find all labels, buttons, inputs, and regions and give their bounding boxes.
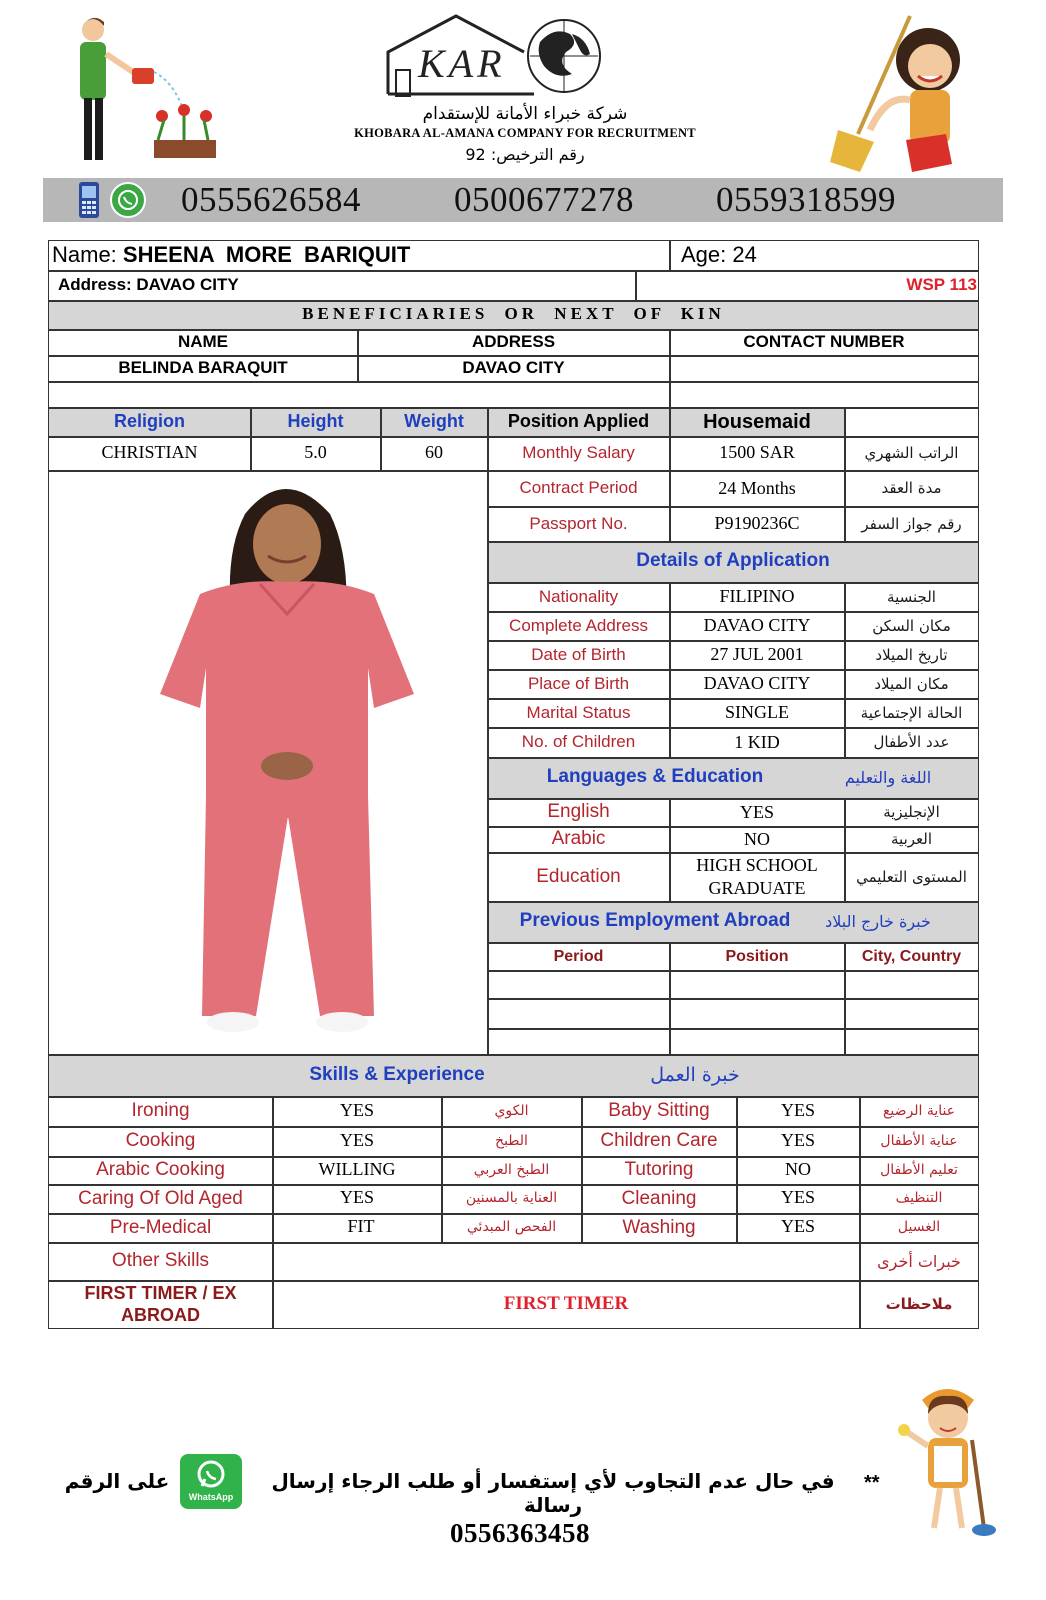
- skill-cleaning-label: Cleaning: [621, 1187, 697, 1209]
- skill-babysitting-label: Baby Sitting: [608, 1100, 710, 1122]
- skills-title: Skills & Experience: [309, 1064, 485, 1086]
- contract-period-value: 24 Months: [718, 477, 796, 498]
- skill-childrencare-ar: عناية الأطفال: [880, 1132, 958, 1149]
- applicant-address: Address: DAVAO CITY: [58, 274, 239, 294]
- marital-status-label: Marital Status: [526, 702, 631, 722]
- complete-address-label: Complete Address: [509, 615, 648, 635]
- arabic-label: Arabic: [551, 828, 606, 850]
- mobile-phone-icon: [77, 180, 101, 220]
- applicant-name-row: [52, 240, 410, 270]
- skill-babysitting-ar: عناية الرضيع: [882, 1102, 956, 1119]
- kin-contact: [670, 355, 978, 381]
- education-value: HIGH SCHOOL GRADUATE: [696, 854, 818, 898]
- nationality-label-ar: الجنسية: [887, 587, 936, 606]
- skill-childrencare-label: Children Care: [600, 1130, 718, 1152]
- skill-washing-value: YES: [780, 1216, 815, 1237]
- skill-premedical-label: Pre-Medical: [109, 1216, 212, 1238]
- skills-title-ar: خبرة العمل: [650, 1064, 740, 1087]
- cleaner-clipart: [818, 10, 994, 174]
- position-applied-label: Position Applied: [507, 410, 650, 431]
- skill-cooking-ar: الطبخ: [495, 1132, 528, 1149]
- skill-tutoring-value: NO: [785, 1158, 811, 1179]
- education-label-ar: المستوى التعليمي: [856, 867, 967, 886]
- skill-premedical-value: FIT: [347, 1216, 375, 1237]
- license-number: رقم الترخيص: 92: [465, 145, 585, 164]
- complete-address-label-ar: مكان السكن: [872, 616, 951, 635]
- english-label-ar: الإنجليزية: [883, 803, 940, 822]
- salary-label-ar: الراتب الشهري: [864, 443, 959, 462]
- skill-childrencare-value: YES: [780, 1129, 815, 1150]
- children-value: 1 KID: [734, 731, 780, 752]
- salary-label: Monthly Salary: [522, 442, 635, 462]
- company-name-english: KHOBARA AL-AMANA COMPANY FOR RECRUITMENT: [354, 126, 696, 140]
- languages-title: Languages & Education: [546, 766, 764, 788]
- employment-header-period: Period: [553, 947, 604, 965]
- kin-name: BELINDA BARAQUIT: [118, 357, 288, 377]
- employment-header-position: Position: [725, 947, 789, 965]
- kin-header-contact: CONTACT NUMBER: [743, 331, 905, 351]
- weight-value: 60: [425, 442, 443, 463]
- whatsapp-badge: [180, 1454, 242, 1509]
- phone-bar: [43, 178, 1003, 222]
- applicant-age: Age: 24: [681, 241, 757, 267]
- skill-elderly-label: Caring Of Old Aged: [78, 1187, 243, 1209]
- skill-ironing-value: YES: [339, 1099, 374, 1120]
- whatsapp-icon: [195, 1458, 227, 1490]
- footer-stars: **: [864, 1472, 880, 1494]
- arabic-value: NO: [744, 828, 770, 849]
- dob-value: 27 JUL 2001: [710, 644, 804, 665]
- status-value: FIRST TIMER: [503, 1293, 629, 1315]
- pob-label-ar: مكان الميلاد: [874, 674, 949, 693]
- kin-section-title: BENEFICIARIES OR NEXT OF KIN: [302, 304, 725, 324]
- skill-washing-ar: الغسيل: [897, 1219, 941, 1236]
- complete-address-value: DAVAO CITY: [703, 615, 811, 636]
- dob-label-ar: تاريخ الميلاد: [875, 645, 948, 664]
- reference-code: WSP 113: [906, 274, 977, 294]
- height-header: Height: [287, 410, 344, 431]
- contract-period-label-ar: مدة العقد: [881, 479, 942, 498]
- skill-cooking-label: Cooking: [125, 1130, 196, 1152]
- other-skills-ar: خبرات أخرى: [877, 1251, 961, 1271]
- other-skills-label: Other Skills: [111, 1250, 210, 1272]
- skill-arabiccooking-label: Arabic Cooking: [96, 1159, 225, 1181]
- footer-message-end-ar: على الرقم: [64, 1469, 170, 1493]
- whatsapp-label: WhatsApp: [188, 1492, 234, 1502]
- maid-clipart: [892, 1380, 1002, 1540]
- skill-cleaning-ar: التنظيف: [895, 1190, 943, 1207]
- footer-phone: 0556363458: [450, 1518, 590, 1548]
- english-value: YES: [739, 801, 774, 822]
- company-name-arabic: شركة خبراء الأمانة للإستقدام: [422, 104, 628, 124]
- skill-elderly-value: YES: [339, 1187, 374, 1208]
- marital-status-value: SINGLE: [725, 702, 789, 723]
- skill-elderly-ar: العناية بالمسنين: [465, 1190, 558, 1207]
- skill-tutoring-label: Tutoring: [624, 1159, 694, 1181]
- applicant-photo: [150, 474, 420, 1054]
- nationality-label: Nationality: [538, 586, 619, 606]
- skill-cooking-value: YES: [339, 1129, 374, 1150]
- phone-number-3: 0559318599: [716, 180, 896, 219]
- skill-babysitting-value: YES: [780, 1099, 815, 1120]
- position-applied-value: Housemaid: [703, 410, 811, 433]
- passport-label: Passport No.: [529, 513, 628, 533]
- phone-number-1: 0555626584: [181, 180, 361, 219]
- english-label: English: [547, 801, 610, 823]
- name-label: Name:: [52, 241, 117, 267]
- logo-text: KAR: [418, 41, 506, 86]
- footer-message-ar: في حال عدم التجاوب لأي إستفسار أو طلب الرجاء إرسال رسالة: [271, 1469, 835, 1517]
- details-title: Details of Application: [636, 550, 830, 572]
- skill-ironing-ar: الكوي: [494, 1102, 529, 1119]
- skill-ironing-label: Ironing: [131, 1100, 190, 1122]
- skill-washing-label: Washing: [622, 1216, 696, 1238]
- dob-label: Date of Birth: [531, 644, 626, 664]
- passport-value: P9190236C: [714, 513, 800, 534]
- education-label: Education: [536, 865, 621, 887]
- pob-label: Place of Birth: [527, 673, 630, 693]
- religion-header: Religion: [114, 410, 185, 431]
- employment-title: Previous Employment Abroad: [519, 910, 791, 932]
- phone-number-2: 0500677278: [454, 180, 634, 219]
- salary-value: 1500 SAR: [719, 442, 795, 463]
- children-label: No. of Children: [521, 732, 636, 752]
- skill-arabiccooking-value: WILLING: [318, 1158, 396, 1179]
- passport-label-ar: رقم جواز السفر: [861, 514, 962, 533]
- pob-value: DAVAO CITY: [703, 673, 811, 694]
- skill-cleaning-value: YES: [780, 1187, 815, 1208]
- employment-header-city: City, Country: [861, 947, 962, 965]
- skill-arabiccooking-ar: الطبخ العربي: [473, 1161, 550, 1178]
- children-label-ar: عدد الأطفال: [873, 733, 950, 752]
- languages-title-ar: اللغة والتعليم: [844, 767, 932, 787]
- status-label: FIRST TIMER / EX ABROAD: [84, 1282, 237, 1325]
- status-label-ar: ملاحظات: [885, 1295, 953, 1314]
- kin-header-address: ADDRESS: [471, 331, 556, 351]
- skill-premedical-ar: الفحص المبدئي: [466, 1219, 557, 1236]
- whatsapp-icon: [109, 181, 147, 219]
- marital-status-label-ar: الحالة الإجتماعية: [860, 703, 963, 722]
- arabic-label-ar: العربية: [891, 830, 932, 849]
- kin-header-name: NAME: [177, 331, 229, 351]
- applicant-name: SHEENA MORE BARIQUIT: [122, 241, 411, 267]
- weight-header: Weight: [404, 410, 464, 431]
- contract-period-label: Contract Period: [519, 478, 638, 498]
- skill-tutoring-ar: تعليم الأطفال: [880, 1161, 958, 1178]
- religion-value: CHRISTIAN: [101, 442, 198, 463]
- gardener-clipart: [58, 12, 228, 170]
- kin-address: DAVAO CITY: [462, 357, 565, 377]
- nationality-value: FILIPINO: [719, 586, 795, 607]
- other-skills-value: [273, 1243, 859, 1280]
- height-value: 5.0: [304, 442, 327, 463]
- employment-title-ar: خبرة خارج البلاد: [825, 911, 931, 931]
